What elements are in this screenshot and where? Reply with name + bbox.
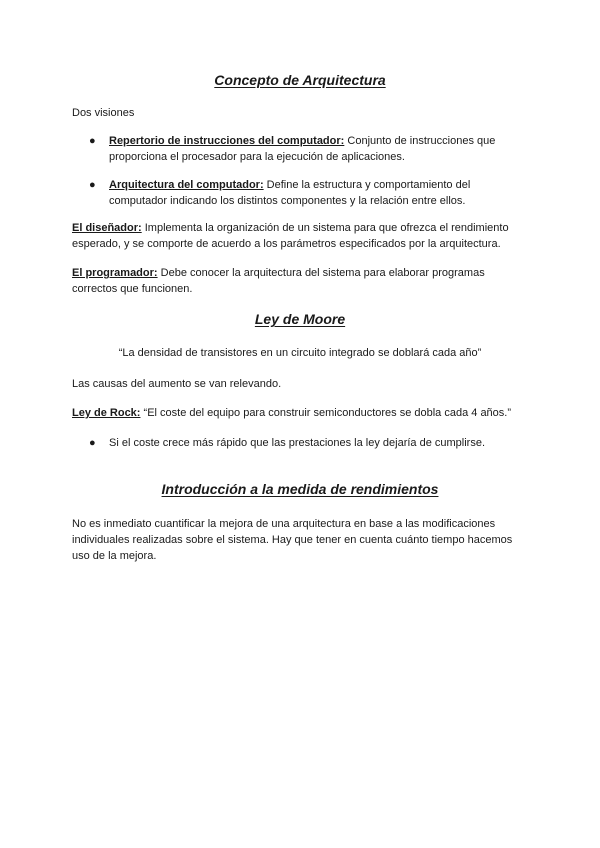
- bullet-text: Define la estructura y comportamiento del computador indicando los distintos componentes y la relación entre ellos.: [109, 179, 471, 207]
- bullet-term: Repertorio de instrucciones del computador:: [109, 135, 345, 147]
- section-title-moore: Ley de Moore: [254, 311, 346, 327]
- bullet-dot: ●: [89, 179, 96, 191]
- paragraph-term: El diseñador:: [72, 222, 142, 234]
- paragraph-term: El programador:: [72, 267, 158, 279]
- section-title-intro: Introducción a la medida de rendimientos: [161, 481, 439, 497]
- bullet-item-coste: Si el coste crece más rápido que las prestaciones la ley dejaría de cumplirse.: [109, 437, 486, 449]
- paragraph-term: Ley de Rock:: [72, 407, 141, 419]
- causas-text: Las causas del aumento se van relevando.: [72, 378, 282, 390]
- intro-text: Dos visiones: [72, 107, 135, 119]
- paragraph-text: “El coste del equipo para construir semiconductores se dobla cada 4 años.”: [140, 407, 512, 419]
- bullet-item-arquitectura: [109, 177, 529, 209]
- bullet-item-repertorio: [109, 133, 529, 165]
- bullet-text: Conjunto de instrucciones que proporciona el procesador para la ejecución de aplicaciones.: [109, 135, 496, 163]
- moore-quote: “La densidad de transistores en un circuito integrado se doblará cada año”: [118, 347, 482, 359]
- intro-paragraph: No es inmediato cuantificar la mejora de una arquitectura en base a las modificaciones individuales realizadas sobre el sistema. Hay que tener en cuenta cuánto tiempo hacemos uso de la mejora.: [72, 518, 513, 562]
- paragraph-rock: [72, 405, 542, 421]
- section-title-concepto: Concepto de Arquitectura: [214, 72, 386, 88]
- paragraph-disenador: [72, 220, 522, 252]
- paragraph-programador: [72, 265, 512, 297]
- bullet-dot: ●: [89, 437, 96, 449]
- bullet-term: Arquitectura del computador:: [109, 179, 264, 191]
- paragraph-text: Implementa la organización de un sistema para que ofrezca el rendimiento esperado, y se comporte de acuerdo a los parámetros especificados por la arquitectura.: [72, 222, 509, 250]
- paragraph-text: Debe conocer la arquitectura del sistema para elaborar programas correctos que funcionen.: [72, 267, 485, 295]
- bullet-dot: ●: [89, 135, 96, 147]
